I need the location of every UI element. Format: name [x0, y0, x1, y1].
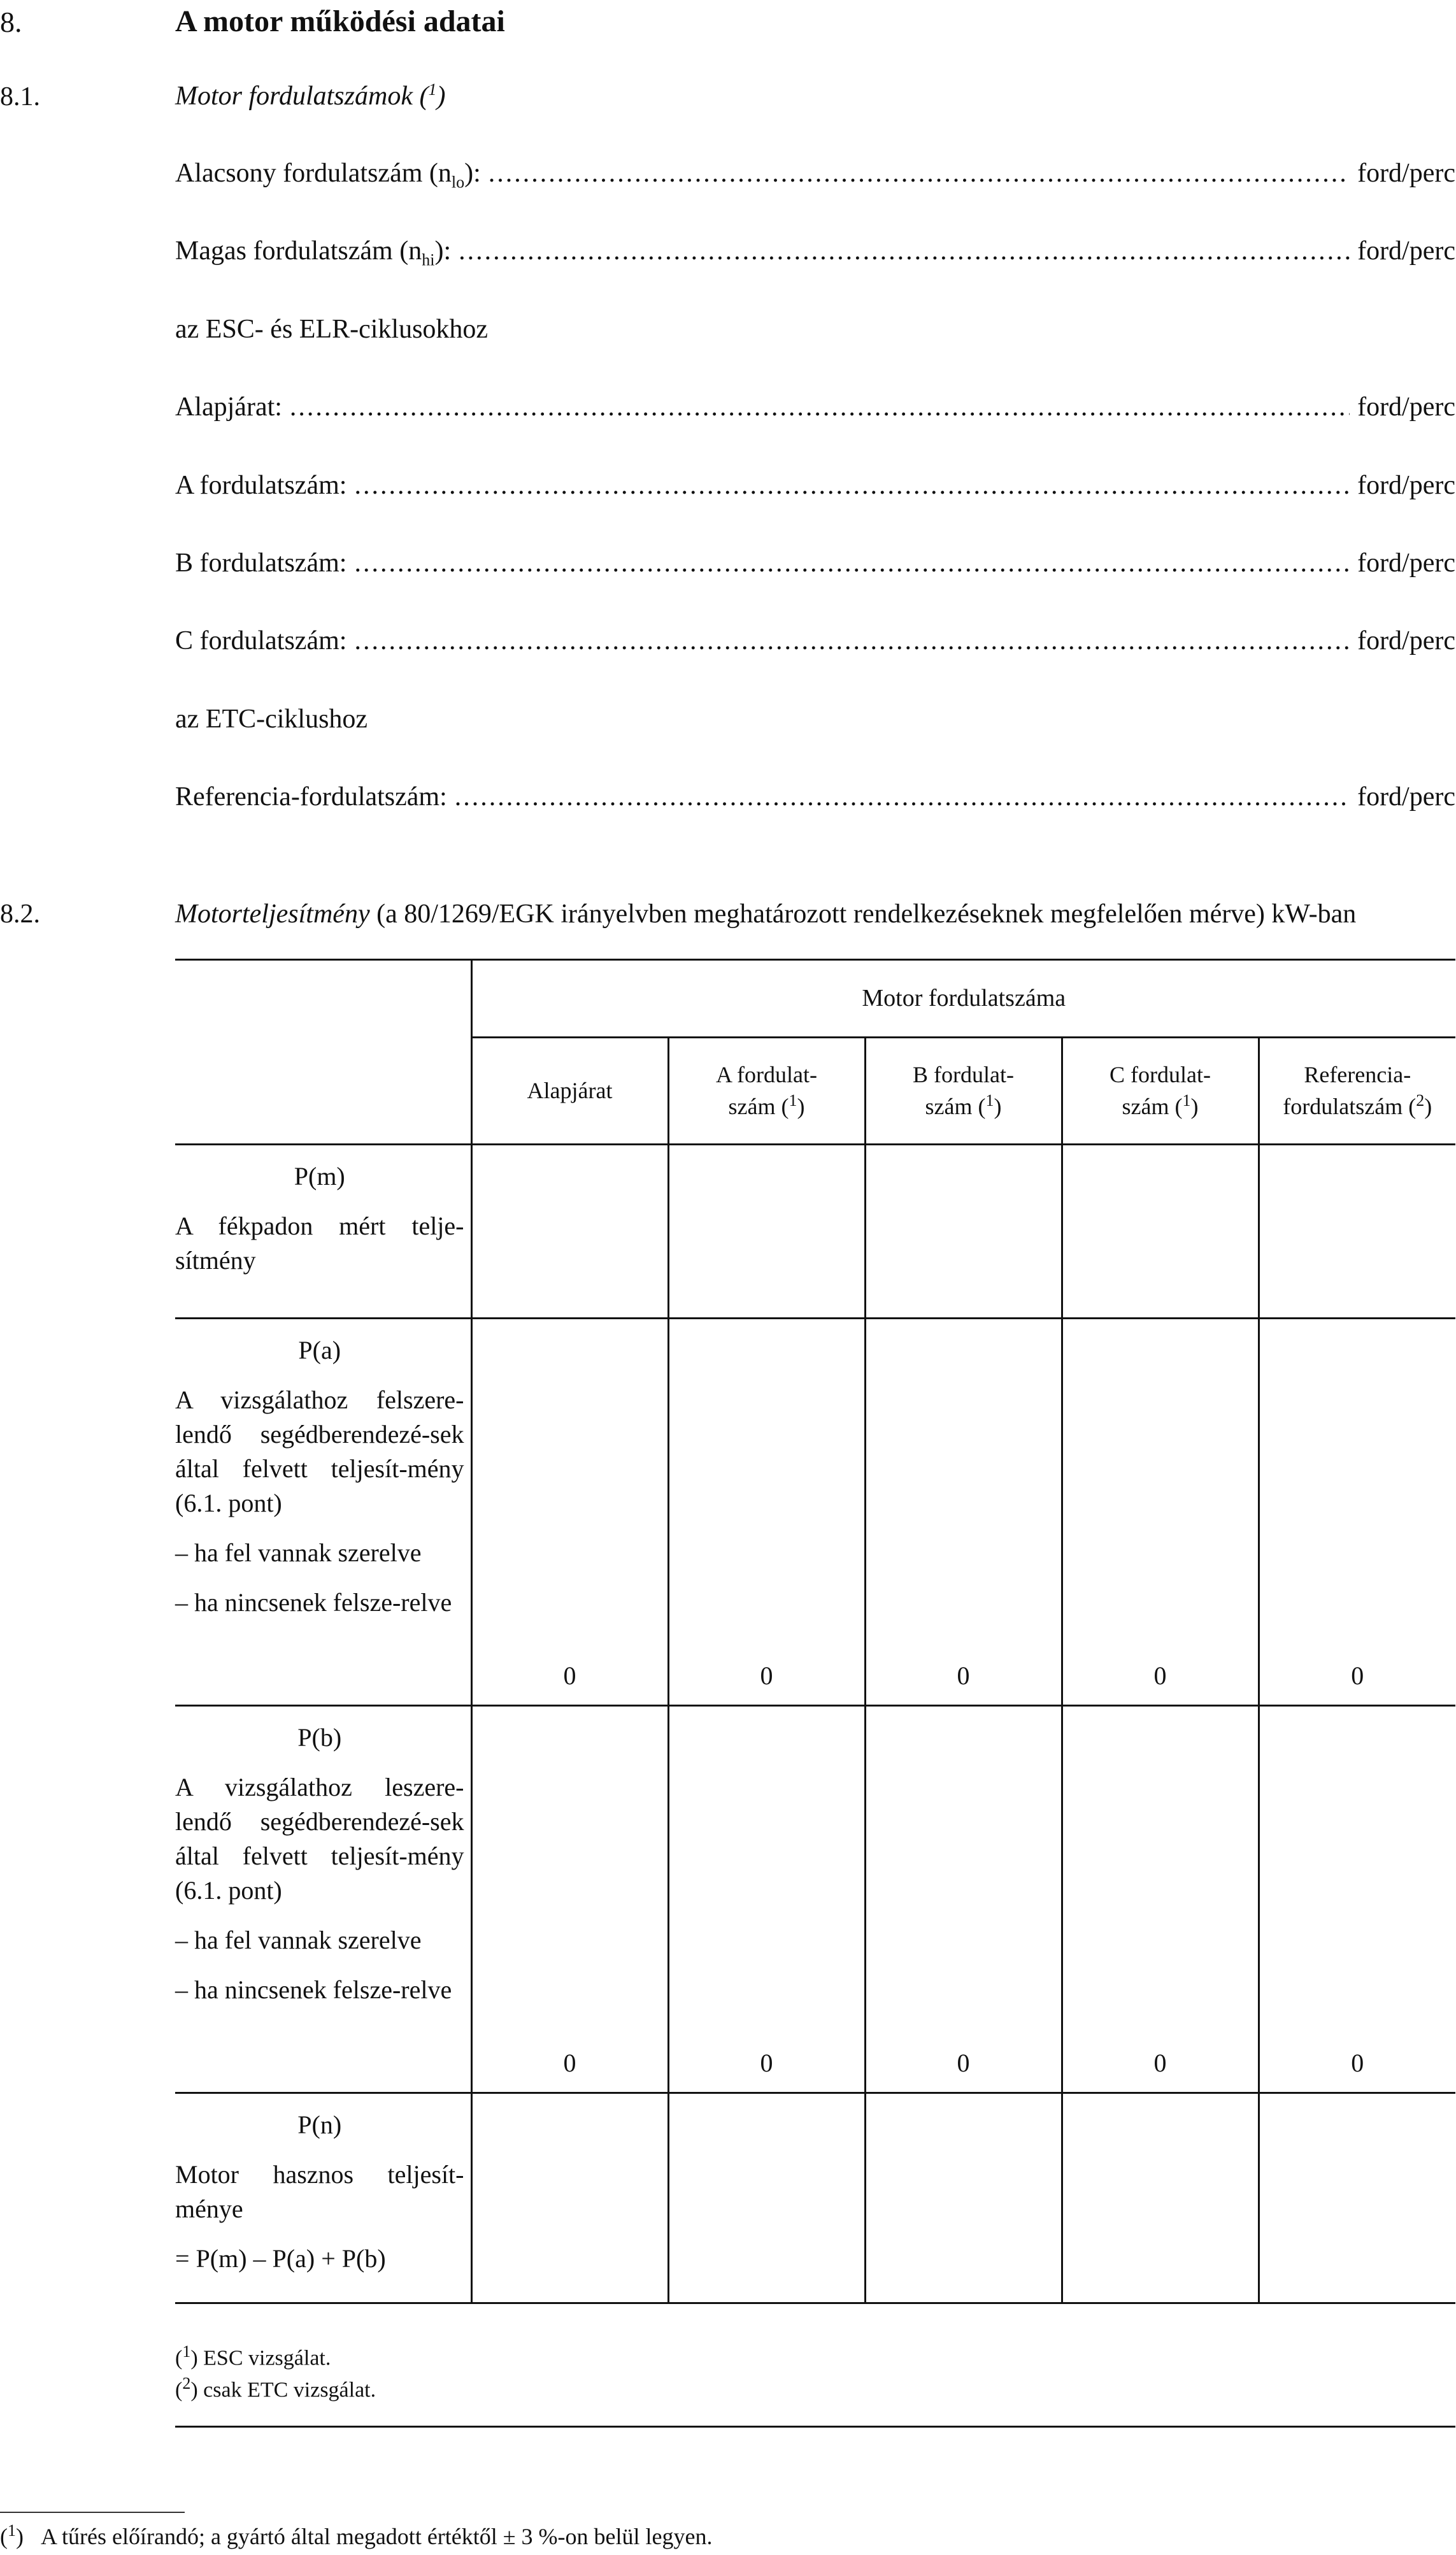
unit-label: ford/perc	[1357, 236, 1455, 266]
column-header-a: A fordulat- szám ($^1$)	[668, 1038, 865, 1145]
speed-line-reference: Referencia-fordulatszám: ..... ford/perc	[175, 782, 1455, 820]
esc-heading: az ESC- és ELR-ciklusokhoz	[175, 315, 489, 344]
column-header-reference: Referencia- fordulatszám ($^2$)	[1259, 1038, 1455, 1145]
leader-dots	[354, 626, 1350, 656]
row-label-pn: P(n) Motor hasznos teljesít-ménye = P(m) – P(a) + P(b)	[175, 2093, 471, 2303]
leader-dots	[455, 782, 1350, 812]
table-row	[175, 1319, 1455, 1706]
etc-heading: az ETC-ciklushoz	[175, 705, 368, 734]
table-cell: 0	[1259, 1319, 1455, 1706]
table-cell	[1062, 1145, 1259, 1319]
table-cell	[1259, 2093, 1455, 2303]
table-row	[175, 2093, 1455, 2303]
table-cell	[471, 2093, 668, 2303]
column-header-idle: Alapjárat	[471, 1038, 668, 1145]
table-cell: 0	[865, 1319, 1062, 1706]
footnote: ($^1$) A tűrés előírandó; a gyártó által megadott értéktől ± 3 %-on belül legyen.	[0, 2521, 713, 2549]
table-cell	[668, 2093, 865, 2303]
group-header: Motor fordulatszáma	[471, 960, 1455, 1038]
subsection-number: 8.1.	[0, 82, 40, 111]
table-cell: 0	[1062, 1319, 1259, 1706]
speed-line-c: C fordulatszám: ..... ford/perc	[175, 626, 1455, 664]
leader-dots	[354, 548, 1350, 578]
table-row	[175, 1706, 1455, 2093]
table-cell	[668, 1145, 865, 1319]
table-row	[175, 1145, 1455, 1319]
performance-table	[175, 959, 1455, 2304]
subsection-title: Motorteljesítmény (a 80/1269/EGK irányelvben meghatározott rendelkezéseknek megfelelően mérve) kW-ban	[175, 899, 1357, 929]
table-cell	[865, 1145, 1062, 1319]
table-cell: 0	[668, 1706, 865, 2093]
table-note: ($^1$) ESC vizsgálat.	[175, 2342, 331, 2370]
speed-line-a: A fordulatszám: ..... ford/perc	[175, 470, 1455, 508]
leader-dots	[290, 392, 1350, 422]
row-label-pb: P(b) A vizsgálathoz leszere-lendő segédberendezé-sek által felvett teljesít-mény (6.1. pont) – ha fel vannak szerelve – ha nincsenek felsze-relve	[175, 1706, 471, 2093]
table-corner-cell	[175, 960, 471, 1145]
section-number: 8.	[0, 6, 22, 38]
unit-label: ford/perc	[1357, 159, 1455, 188]
speed-line-low: Alacsony fordulatszám $(n_{lo})$: ..... ford/perc	[175, 158, 1455, 196]
footnote-divider	[0, 2512, 185, 2513]
leader-dots	[354, 470, 1350, 501]
table-cell: 0	[471, 1319, 668, 1706]
table-cell	[1259, 1145, 1455, 1319]
column-header-c: C fordulat- szám ($^1$)	[1062, 1038, 1259, 1145]
column-header-b: B fordulat- szám ($^1$)	[865, 1038, 1062, 1145]
row-label-pa: P(a) A vizsgálathoz felszere-lendő segédberendezé-sek által felvett teljesít-mény (6.1. pont) – ha fel vannak szerelve – ha nincsenek felsze-relve	[175, 1319, 471, 1706]
table-cell: 0	[865, 1706, 1062, 2093]
table-bottom-rule	[175, 2426, 1455, 2428]
speed-line-high: Magas fordulatszám $(n_{hi})$: ..... ford/perc	[175, 236, 1455, 274]
subsection-title: Motor fordulatszámok ($^1$)	[175, 80, 446, 111]
table-cell: 0	[1259, 1706, 1455, 2093]
subsection-number: 8.2.	[0, 899, 40, 929]
table-cell	[471, 1145, 668, 1319]
leader-dots	[459, 236, 1350, 266]
speed-line-idle: Alapjárat: ..... ford/perc	[175, 392, 1455, 430]
table-note: ($^2$) csak ETC vizsgálat.	[175, 2374, 376, 2402]
leader-dots	[489, 158, 1350, 189]
table-cell: 0	[1062, 1706, 1259, 2093]
row-label-pm: P(m) A fékpadon mért telje-sítmény	[175, 1145, 471, 1319]
table-cell: 0	[668, 1319, 865, 1706]
table-cell	[1062, 2093, 1259, 2303]
speed-line-b: B fordulatszám: ..... ford/perc	[175, 548, 1455, 586]
section-title: A motor működési adatai	[175, 4, 505, 38]
table-cell: 0	[471, 1706, 668, 2093]
table-cell	[865, 2093, 1062, 2303]
